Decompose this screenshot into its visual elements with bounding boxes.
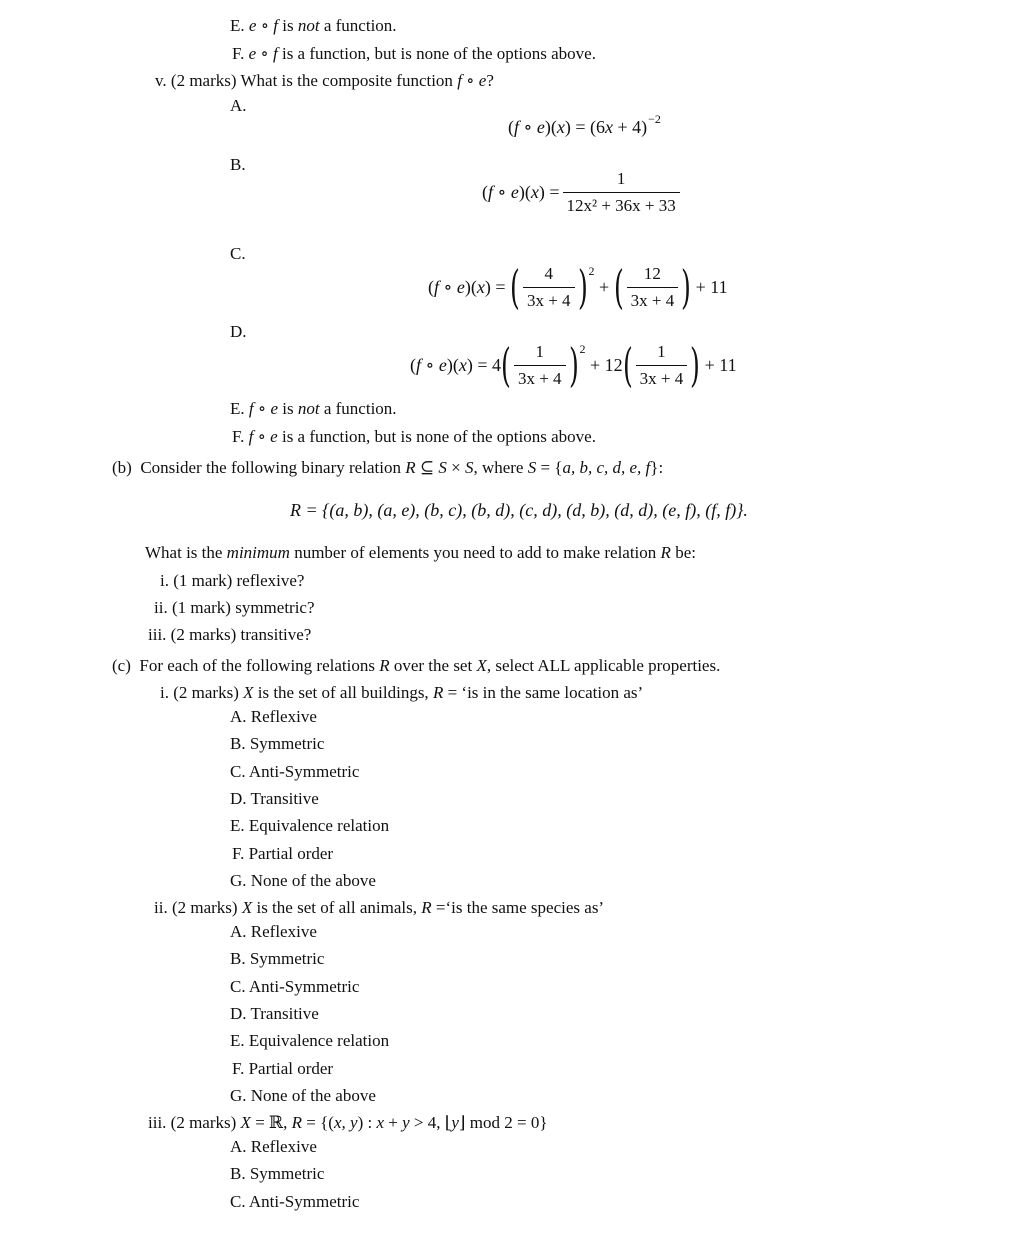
- part-c-q1-option-2: [230, 762, 359, 782]
- option-text: Anti-Symmetric: [248, 761, 360, 781]
- part-c-q3: iii. (2 marks) X = ℝ, R = {(x, y) : x + y > 4, ⌊y⌋ mod 2 = 0}: [148, 1113, 548, 1132]
- part-c-q2: ii. (2 marks) X is the set of all animals, R =‘is the same species as’: [154, 898, 605, 917]
- part-b-question: What is the minimum number of elements you need to add to make relation R be:: [145, 543, 696, 562]
- option-text: Anti-Symmetric: [248, 976, 360, 996]
- q5-equation-a: ( f ∘ e )( x ) = (6 x + 4) −2: [508, 111, 661, 137]
- part-c-intro: (c) For each of the following relations R over the set X, select ALL applicable properties.: [112, 656, 721, 675]
- q4-option-f: F. e ∘ f is a function, but is none of the options above.: [232, 44, 596, 63]
- option-letter: D.: [230, 788, 247, 808]
- part-c-q3-option-1: [230, 1164, 324, 1184]
- q5-equation-b: ( f ∘ e )( x ) = $\frac{1}{\text{12x² + 36x + 33}}$: [482, 166, 683, 218]
- part-c-q3-option-2: [230, 1192, 359, 1212]
- option-letter: B.: [230, 734, 246, 754]
- part-c-q3-option-0: [230, 1137, 317, 1157]
- option-text: Transitive: [250, 1003, 319, 1023]
- part-c-q1-option-1: [230, 734, 324, 754]
- part-b-item-2: ii. (1 mark) symmetric?: [154, 598, 315, 617]
- option-letter: D.: [230, 1003, 247, 1023]
- part-c-q2-option-1: [230, 949, 324, 969]
- option-text: Partial order: [248, 1058, 334, 1078]
- part-c-q1: i. (2 marks) X is the set of all buildings, R = ‘is in the same location as’: [160, 683, 644, 702]
- option-letter: E.: [230, 816, 245, 836]
- q5-option-e: E. f ∘ e is not a function.: [230, 399, 397, 418]
- part-c-q2-option-3: [230, 1004, 319, 1024]
- q5-option-d-label: D.: [230, 322, 247, 341]
- q5-option-a-label: A.: [230, 96, 247, 115]
- q5-option-c-label: C.: [230, 244, 246, 263]
- part-c-q2-option-0: [230, 922, 317, 942]
- option-text: Reflexive: [250, 1137, 317, 1156]
- option-text: Symmetric: [249, 949, 325, 969]
- part-c-q1-option-3: [230, 789, 319, 809]
- option-letter: E.: [230, 1031, 245, 1051]
- q5-equation-c: ( f ∘ e )( x ) = ( $\frac{4}{3x + 4}$ ) 2 + ( $\frac{12}{3x + 4}$ ) + 11: [428, 260, 728, 314]
- option-letter: G.: [230, 870, 247, 890]
- part-b-relation: R = {(a, b), (a, e), (b, c), (b, d), (c, d), (d, b), (d, d), (e, f), (f, f)}.: [290, 500, 748, 520]
- part-b-item-3: iii. (2 marks) transitive?: [148, 625, 312, 644]
- option-letter: C.: [230, 761, 246, 781]
- option-letter: B.: [230, 1164, 246, 1184]
- part-c-q1-option-5: [232, 844, 333, 864]
- q5-equation-d: ( f ∘ e )( x ) = 4 ( $\frac{1}{3x + 4}$ ) 2 + 12 ( $\frac{1}{3x + 4}$ ) + 11: [410, 338, 737, 392]
- option-letter: A.: [230, 1137, 247, 1156]
- q5-option-b-label: B.: [230, 155, 246, 174]
- q5-option-f: F. f ∘ e is a function, but is none of the options above.: [232, 427, 596, 446]
- q5-heading: v. (2 marks) What is the composite function f ∘ e?: [155, 71, 494, 90]
- part-c-q1-option-4: [230, 816, 389, 836]
- option-text: Symmetric: [249, 1164, 325, 1184]
- option-text: Equivalence relation: [248, 816, 390, 836]
- part-c-q2-option-6: [230, 1086, 376, 1106]
- option-text: Reflexive: [250, 922, 317, 941]
- option-letter: B.: [230, 949, 246, 969]
- option-text: None of the above: [250, 870, 376, 890]
- part-b-item-1: i. (1 mark) reflexive?: [160, 571, 305, 590]
- part-c-q2-option-2: [230, 977, 359, 997]
- option-letter: A.: [230, 922, 247, 941]
- option-letter: F.: [232, 1058, 245, 1078]
- part-c-q2-option-5: [232, 1059, 333, 1079]
- part-c-q1-option-0: [230, 707, 317, 727]
- option-text: Anti-Symmetric: [248, 1191, 360, 1211]
- part-b-intro: (b) Consider the following binary relation R ⊆ S × S, where S = {a, b, c, d, e, f}:: [112, 458, 664, 477]
- option-letter: G.: [230, 1085, 247, 1105]
- q4-option-e: E. e ∘ f is not a function.: [230, 16, 397, 35]
- option-text: Partial order: [248, 843, 334, 863]
- option-text: None of the above: [250, 1085, 376, 1105]
- option-text: Symmetric: [249, 734, 325, 754]
- option-letter: F.: [232, 843, 245, 863]
- part-c-q1-option-6: [230, 871, 376, 891]
- option-text: Equivalence relation: [248, 1031, 390, 1051]
- option-text: Transitive: [250, 788, 319, 808]
- option-letter: A.: [230, 707, 247, 726]
- option-letter: C.: [230, 976, 246, 996]
- option-text: Reflexive: [250, 707, 317, 726]
- option-letter: C.: [230, 1191, 246, 1211]
- part-c-q2-option-4: [230, 1031, 389, 1051]
